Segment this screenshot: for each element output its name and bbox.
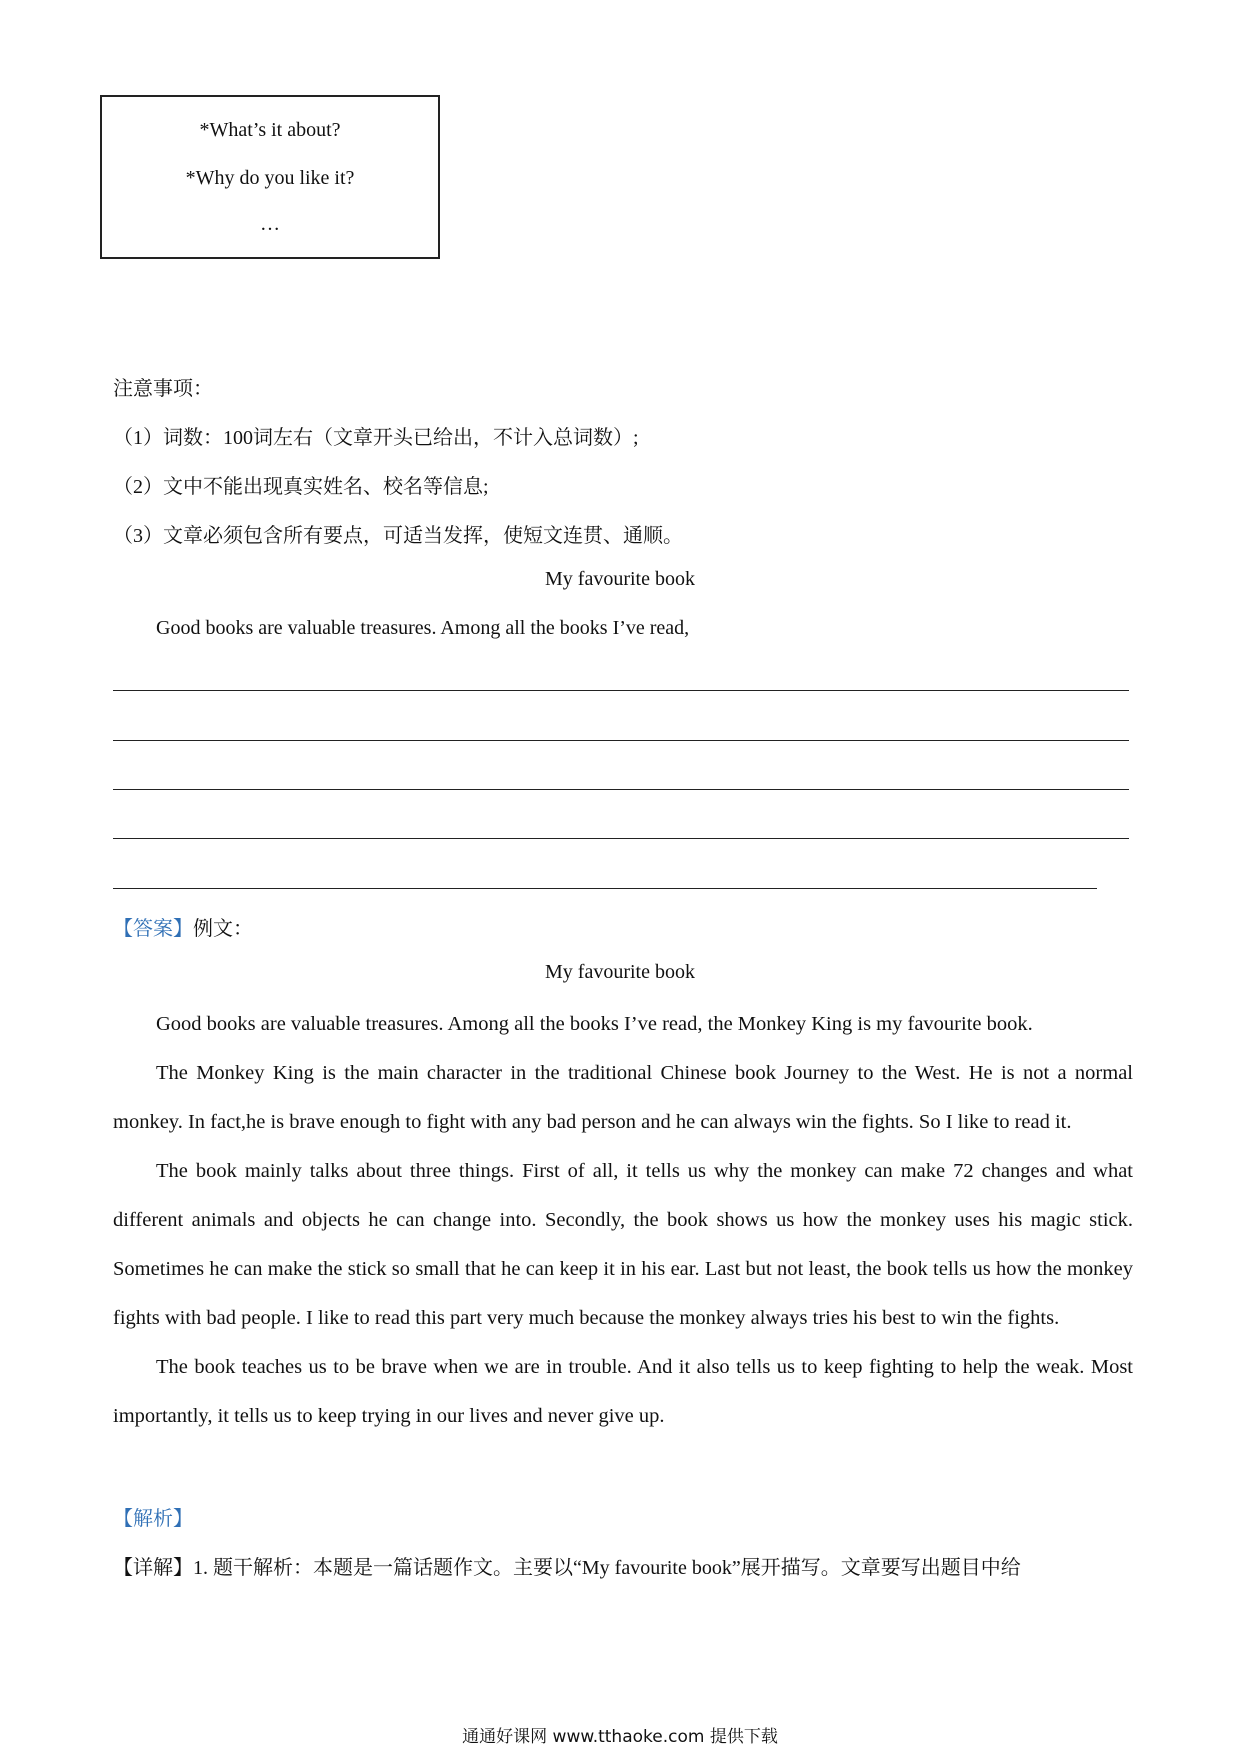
writing-blank-line-1 (113, 690, 1129, 691)
answer-label: 例文： (193, 918, 253, 940)
prompt-question-about: *What’s it about? (199, 119, 341, 141)
answer-header (113, 912, 253, 941)
essay-paragraph-4: The book teaches us to be brave when we are in trouble. And it also tells us to keep fighting to help the weak. Most importantly, it tells us to keep trying in our lives and never give up. (113, 1356, 1133, 1427)
note-item-3: （3）文章必须包含所有要点，可适当发挥，使短文连贯、通顺。 (113, 525, 683, 547)
essay-paragraph-2: The Monkey King is the main character in the traditional Chinese book Journey to the West. He is not a normal monkey. In fact,he is brave enough to fight with any bad person and he can always win the fights. So I like to read it. (113, 1062, 1133, 1133)
task-opening: Good books are valuable treasures. Among all the books I’ve read, (156, 617, 690, 639)
page-footer: 通通好课网 www.tthaoke.com 提供下载 (462, 1727, 778, 1747)
notes-heading: 注意事项： (113, 378, 213, 400)
note-item-2: （2）文中不能出现真实姓名、校名等信息; (113, 476, 489, 498)
writing-blank-line-5 (113, 888, 1097, 889)
detail-line (113, 1551, 1021, 1580)
prompt-ellipsis: … (260, 213, 280, 235)
writing-blank-line-3 (113, 789, 1129, 790)
answer-essay (113, 1000, 1133, 1441)
prompt-question-why: *Why do you like it? (185, 167, 355, 189)
detail-text: 1. 题干解析：本题是一篇话题作文。主要以“My favourite book”展开描写。文章要写出题目中给 (193, 1557, 1021, 1579)
task-title: My favourite book (545, 568, 695, 590)
essay-paragraph-3: The book mainly talks about three things. First of all, it tells us why the monkey can make 72 changes and what different animals and objects he can change into. Secondly, the book shows us how the monkey uses his magic stick. Sometimes he can make the stick so small that he can keep it in his ear. Last but not least, the book tells us how the monkey fights with bad people. I like to read this part very much because the monkey always tries his best to win the fights. (113, 1160, 1133, 1329)
note-item-1: （1）词数：100词左右（文章开头已给出，不计入总词数）; (113, 427, 639, 449)
answer-title: My favourite book (545, 961, 695, 983)
essay-paragraph-1: Good books are valuable treasures. Among all the books I’ve read, the Monkey King is my favourite book. (156, 1013, 1033, 1035)
writing-blank-line-4 (113, 838, 1129, 839)
prompt-box (100, 95, 440, 259)
writing-blank-line-2 (113, 740, 1129, 741)
analysis-tag: 【解析】 (113, 1508, 193, 1530)
answer-tag: 【答案】 (113, 918, 193, 940)
detail-tag: 【详解】 (113, 1557, 193, 1579)
